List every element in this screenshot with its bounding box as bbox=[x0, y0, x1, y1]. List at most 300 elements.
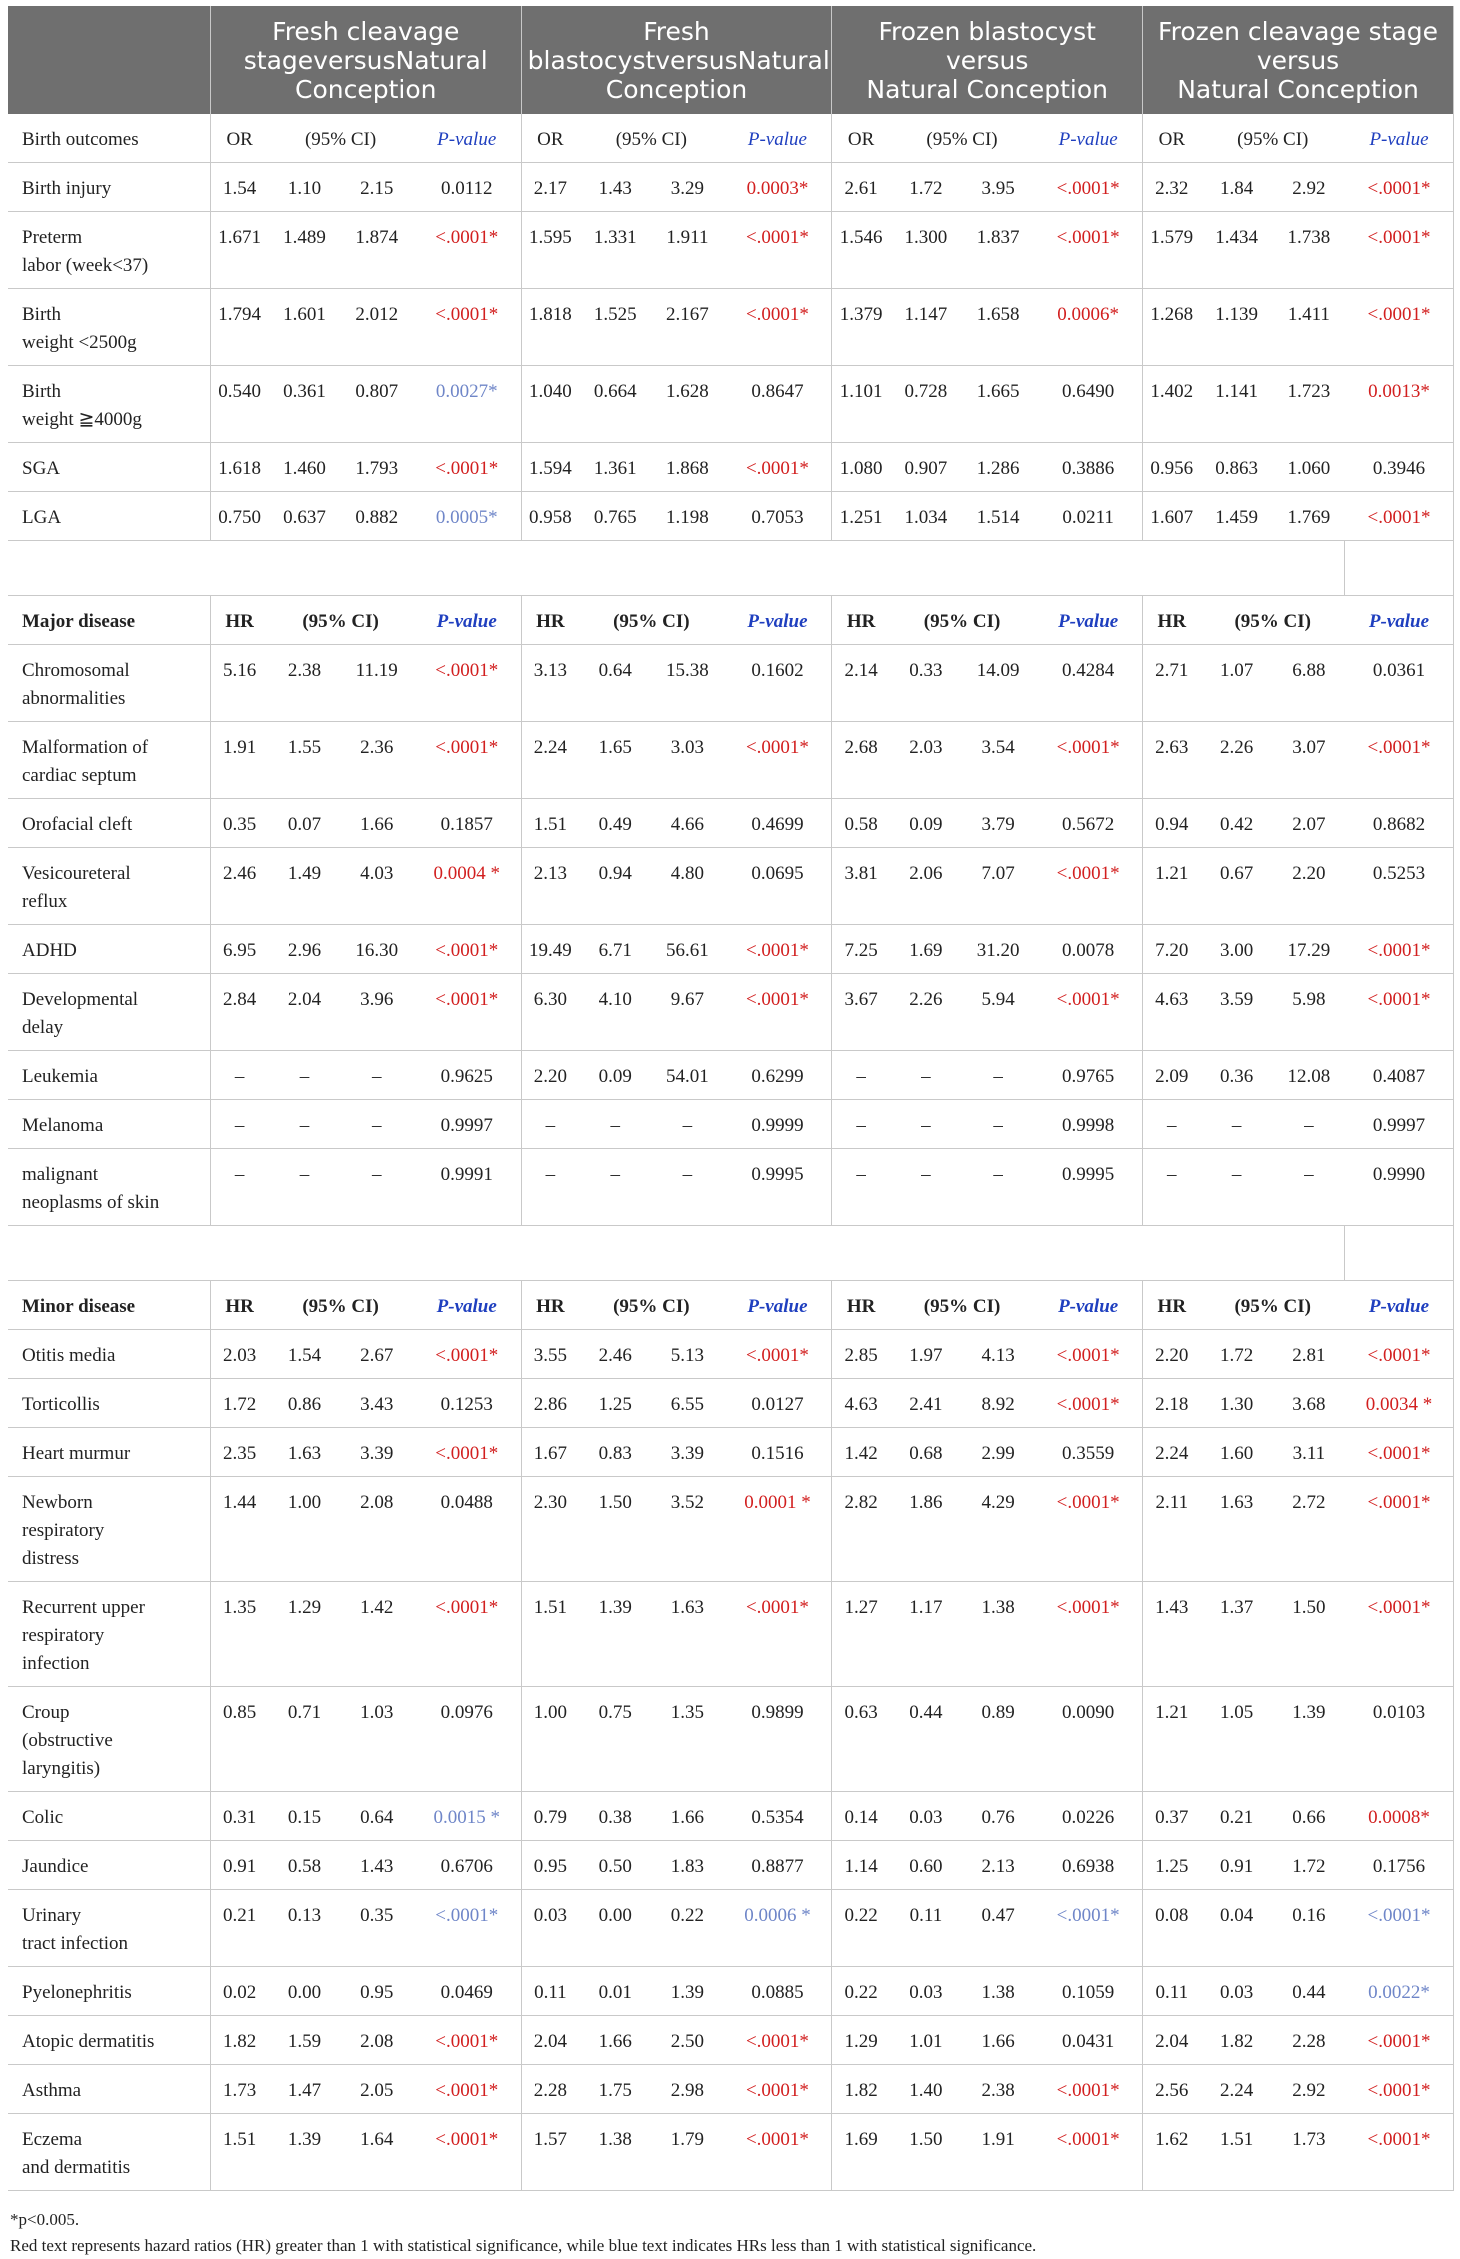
pvalue-cell: <.0001* bbox=[1034, 2114, 1142, 2191]
ci-upper-cell: 56.61 bbox=[651, 925, 723, 974]
ci-upper-cell: 1.66 bbox=[962, 2016, 1034, 2065]
ci-upper-cell: 3.43 bbox=[341, 1379, 413, 1428]
estimate-cell: 2.35 bbox=[210, 1428, 268, 1477]
ci-lower-cell: 1.65 bbox=[579, 722, 651, 799]
ci-lower-cell: 1.300 bbox=[890, 212, 962, 289]
metric-header: HR bbox=[832, 596, 890, 645]
row-label bbox=[8, 645, 210, 722]
pvalue-cell: 0.9991 bbox=[413, 1149, 521, 1226]
ci-upper-cell: 1.38 bbox=[962, 1967, 1034, 2016]
pvalue-cell: <.0001* bbox=[1034, 163, 1142, 212]
pvalue-cell: 0.0976 bbox=[413, 1687, 521, 1792]
estimate-cell: 2.85 bbox=[832, 1330, 890, 1379]
header-line: Natural Conception bbox=[1177, 74, 1419, 104]
row-label-line: abnormalities bbox=[22, 688, 126, 709]
ci-upper-cell: – bbox=[651, 1149, 723, 1226]
estimate-cell: 0.03 bbox=[521, 1890, 579, 1967]
ci-lower-cell: 1.459 bbox=[1201, 492, 1273, 541]
pvalue-cell: 0.0361 bbox=[1345, 645, 1454, 722]
pvalue-cell: <.0001* bbox=[724, 925, 832, 974]
pvalue-cell: 0.3886 bbox=[1034, 443, 1142, 492]
estimate-cell: 1.379 bbox=[832, 289, 890, 366]
ci-lower-cell: – bbox=[890, 1149, 962, 1226]
row-label bbox=[8, 1967, 210, 2016]
pvalue-cell: <.0001* bbox=[724, 2114, 832, 2191]
pvalue-cell: <.0001* bbox=[724, 722, 832, 799]
pvalue-cell: 0.1602 bbox=[724, 645, 832, 722]
row-label-line: malignant bbox=[22, 1164, 98, 1185]
pvalue-header: P-value bbox=[1345, 1281, 1454, 1330]
pvalue-cell: <.0001* bbox=[1345, 212, 1454, 289]
ci-upper-cell: 1.39 bbox=[1273, 1687, 1345, 1792]
pvalue-cell: <.0001* bbox=[1345, 492, 1454, 541]
ci-upper-cell: 1.39 bbox=[651, 1967, 723, 2016]
row-label-line: tract infection bbox=[22, 1933, 129, 1954]
footnote-color-legend: Red text represents hazard ratios (HR) greater than 1 with statistical significance, while blue text indicates HRs less than 1 with statistical significance. bbox=[10, 2236, 1037, 2255]
footnote-significance: *p<0.005. bbox=[10, 2210, 80, 2229]
table-row bbox=[8, 974, 1454, 1051]
pvalue-cell: 0.0078 bbox=[1034, 925, 1142, 974]
ci-lower-cell: 0.765 bbox=[579, 492, 651, 541]
ci-upper-cell: 0.66 bbox=[1273, 1792, 1345, 1841]
ci-upper-cell: 16.30 bbox=[341, 925, 413, 974]
ci-upper-cell: 1.738 bbox=[1273, 212, 1345, 289]
ci-upper-cell: 1.837 bbox=[962, 212, 1034, 289]
pvalue-cell: 0.0488 bbox=[413, 1477, 521, 1582]
estimate-cell: 1.43 bbox=[1143, 1582, 1201, 1687]
metric-header: OR bbox=[210, 114, 268, 163]
ci-lower-cell: 0.36 bbox=[1201, 1051, 1273, 1100]
estimate-cell: 1.040 bbox=[521, 366, 579, 443]
ci-upper-cell: 1.628 bbox=[651, 366, 723, 443]
table-row bbox=[8, 1100, 1454, 1149]
estimate-cell: 1.546 bbox=[832, 212, 890, 289]
pvalue-cell: <.0001* bbox=[1034, 1379, 1142, 1428]
pvalue-cell: 0.0001 * bbox=[724, 1477, 832, 1582]
estimate-cell: 1.00 bbox=[521, 1687, 579, 1792]
estimate-cell: 2.20 bbox=[521, 1051, 579, 1100]
pvalue-cell: 0.1253 bbox=[413, 1379, 521, 1428]
row-label-line: neoplasms of skin bbox=[22, 1192, 160, 1213]
ci-lower-cell: 0.00 bbox=[268, 1967, 340, 2016]
ci-upper-cell: 1.66 bbox=[341, 799, 413, 848]
pvalue-cell: 0.0006 * bbox=[724, 1890, 832, 1967]
estimate-cell: 1.794 bbox=[210, 289, 268, 366]
pvalue-cell: 0.0211 bbox=[1034, 492, 1142, 541]
ci-lower-cell: 1.40 bbox=[890, 2065, 962, 2114]
estimate-cell: 1.21 bbox=[1143, 1687, 1201, 1792]
estimate-cell: 0.95 bbox=[521, 1841, 579, 1890]
estimate-cell: 2.20 bbox=[1143, 1330, 1201, 1379]
row-label-line: Developmental bbox=[22, 989, 139, 1010]
section-header-row bbox=[8, 596, 1454, 645]
section-header-row bbox=[8, 1281, 1454, 1330]
pvalue-cell: 0.1857 bbox=[413, 799, 521, 848]
ci-lower-cell: 1.034 bbox=[890, 492, 962, 541]
ci-lower-cell: 1.29 bbox=[268, 1582, 340, 1687]
estimate-cell: 2.14 bbox=[832, 645, 890, 722]
section-title: Minor disease bbox=[8, 1281, 210, 1330]
ci-lower-cell: 0.907 bbox=[890, 443, 962, 492]
ci-upper-cell: – bbox=[1273, 1149, 1345, 1226]
ci-header: (95% CI) bbox=[1201, 114, 1345, 163]
table-row bbox=[8, 2016, 1454, 2065]
ci-upper-cell: 2.92 bbox=[1273, 2065, 1345, 2114]
table-row bbox=[8, 289, 1454, 366]
section-spacer bbox=[8, 1226, 1454, 1281]
estimate-cell: 0.22 bbox=[832, 1967, 890, 2016]
ci-header: (95% CI) bbox=[579, 596, 723, 645]
pvalue-cell: <.0001* bbox=[413, 2114, 521, 2191]
section-header-row bbox=[8, 114, 1454, 163]
ci-lower-cell: 2.04 bbox=[268, 974, 340, 1051]
metric-header: OR bbox=[521, 114, 579, 163]
ci-upper-cell: 3.68 bbox=[1273, 1379, 1345, 1428]
ci-lower-cell: 2.24 bbox=[1201, 2065, 1273, 2114]
ci-lower-cell: 1.147 bbox=[890, 289, 962, 366]
row-label-line: weight ≧4000g bbox=[22, 409, 142, 430]
ci-lower-cell: 1.30 bbox=[1201, 1379, 1273, 1428]
row-label-line: Recurrent upper bbox=[22, 1597, 145, 1618]
ci-lower-cell: 1.55 bbox=[268, 722, 340, 799]
estimate-cell: 2.04 bbox=[521, 2016, 579, 2065]
row-label bbox=[8, 1477, 210, 1582]
ci-upper-cell: 1.63 bbox=[651, 1582, 723, 1687]
ci-lower-cell: 0.50 bbox=[579, 1841, 651, 1890]
pvalue-cell: 0.9995 bbox=[1034, 1149, 1142, 1226]
ci-lower-cell: 1.51 bbox=[1201, 2114, 1273, 2191]
ci-lower-cell: 1.59 bbox=[268, 2016, 340, 2065]
ci-upper-cell: 0.47 bbox=[962, 1890, 1034, 1967]
row-label-line: and dermatitis bbox=[22, 2157, 131, 2178]
pvalue-cell: <.0001* bbox=[413, 212, 521, 289]
ci-upper-cell: 3.96 bbox=[341, 974, 413, 1051]
pvalue-cell: 0.0006* bbox=[1034, 289, 1142, 366]
ci-upper-cell: 1.411 bbox=[1273, 289, 1345, 366]
ci-lower-cell: 2.26 bbox=[1201, 722, 1273, 799]
pvalue-cell: 0.3946 bbox=[1345, 443, 1454, 492]
pvalue-cell: <.0001* bbox=[1034, 212, 1142, 289]
estimate-cell: 0.63 bbox=[832, 1687, 890, 1792]
ci-upper-cell: 2.15 bbox=[341, 163, 413, 212]
ci-upper-cell: – bbox=[651, 1100, 723, 1149]
estimate-cell: 2.17 bbox=[521, 163, 579, 212]
ci-lower-cell: 1.07 bbox=[1201, 645, 1273, 722]
ci-lower-cell: 0.83 bbox=[579, 1428, 651, 1477]
pvalue-cell: 0.9997 bbox=[1345, 1100, 1454, 1149]
ci-lower-cell: 0.44 bbox=[890, 1687, 962, 1792]
estimate-cell: 0.14 bbox=[832, 1792, 890, 1841]
row-label bbox=[8, 1149, 210, 1226]
ci-upper-cell: 6.55 bbox=[651, 1379, 723, 1428]
pvalue-cell: 0.1059 bbox=[1034, 1967, 1142, 2016]
ci-upper-cell: 2.08 bbox=[341, 2016, 413, 2065]
table-row bbox=[8, 925, 1454, 974]
header-group-fresh-blastocyst bbox=[521, 6, 832, 114]
pvalue-cell: 0.1516 bbox=[724, 1428, 832, 1477]
ci-lower-cell: 1.72 bbox=[1201, 1330, 1273, 1379]
ci-lower-cell: 0.49 bbox=[579, 799, 651, 848]
pvalue-cell: <.0001* bbox=[1034, 1582, 1142, 1687]
pvalue-cell: 0.0004 * bbox=[413, 848, 521, 925]
estimate-cell: 2.61 bbox=[832, 163, 890, 212]
ci-lower-cell: 1.361 bbox=[579, 443, 651, 492]
ci-lower-cell: 0.71 bbox=[268, 1687, 340, 1792]
estimate-cell: 0.21 bbox=[210, 1890, 268, 1967]
row-label bbox=[8, 848, 210, 925]
row-label-line: Croup bbox=[22, 1702, 70, 1723]
spacer-cell bbox=[1345, 541, 1454, 596]
ci-upper-cell: 5.98 bbox=[1273, 974, 1345, 1051]
estimate-cell: 1.594 bbox=[521, 443, 579, 492]
estimate-cell: 0.79 bbox=[521, 1792, 579, 1841]
row-label-line: ADHD bbox=[22, 940, 77, 961]
ci-lower-cell: 6.71 bbox=[579, 925, 651, 974]
estimate-cell: – bbox=[210, 1051, 268, 1100]
section-spacer bbox=[8, 541, 1454, 596]
ci-upper-cell: 1.658 bbox=[962, 289, 1034, 366]
pvalue-cell: <.0001* bbox=[413, 974, 521, 1051]
ci-upper-cell: 3.07 bbox=[1273, 722, 1345, 799]
ci-lower-cell: 0.03 bbox=[890, 1967, 962, 2016]
pvalue-cell: <.0001* bbox=[413, 722, 521, 799]
table-header-row bbox=[8, 6, 1454, 114]
estimate-cell: 1.62 bbox=[1143, 2114, 1201, 2191]
ci-lower-cell: 1.00 bbox=[268, 1477, 340, 1582]
ci-lower-cell: 1.84 bbox=[1201, 163, 1273, 212]
metric-header: HR bbox=[210, 1281, 268, 1330]
pvalue-cell: <.0001* bbox=[724, 2065, 832, 2114]
ci-upper-cell: 1.874 bbox=[341, 212, 413, 289]
ci-upper-cell: – bbox=[341, 1051, 413, 1100]
ci-lower-cell: – bbox=[1201, 1100, 1273, 1149]
row-label bbox=[8, 492, 210, 541]
pvalue-cell: <.0001* bbox=[1034, 1477, 1142, 1582]
estimate-cell: 2.86 bbox=[521, 1379, 579, 1428]
estimate-cell: 0.11 bbox=[521, 1967, 579, 2016]
row-label-line: cardiac septum bbox=[22, 765, 137, 786]
ci-upper-cell: 3.29 bbox=[651, 163, 723, 212]
ci-lower-cell: 1.43 bbox=[579, 163, 651, 212]
ci-upper-cell: 4.29 bbox=[962, 1477, 1034, 1582]
pvalue-header: P-value bbox=[413, 1281, 521, 1330]
ci-lower-cell: 1.39 bbox=[268, 2114, 340, 2191]
estimate-cell: 0.31 bbox=[210, 1792, 268, 1841]
pvalue-cell: 0.8682 bbox=[1345, 799, 1454, 848]
estimate-cell: 7.25 bbox=[832, 925, 890, 974]
pvalue-cell: 0.5672 bbox=[1034, 799, 1142, 848]
table-row bbox=[8, 848, 1454, 925]
row-label bbox=[8, 1841, 210, 1890]
ci-lower-cell: 2.03 bbox=[890, 722, 962, 799]
ci-lower-cell: 1.38 bbox=[579, 2114, 651, 2191]
row-label-line: Orofacial cleft bbox=[22, 814, 133, 835]
ci-lower-cell: 1.37 bbox=[1201, 1582, 1273, 1687]
estimate-cell: 1.14 bbox=[832, 1841, 890, 1890]
pvalue-cell: <.0001* bbox=[1345, 925, 1454, 974]
estimate-cell: 0.02 bbox=[210, 1967, 268, 2016]
ci-upper-cell: 1.286 bbox=[962, 443, 1034, 492]
ci-upper-cell: – bbox=[962, 1149, 1034, 1226]
pvalue-cell: 0.9765 bbox=[1034, 1051, 1142, 1100]
ci-upper-cell: – bbox=[962, 1051, 1034, 1100]
row-label bbox=[8, 1428, 210, 1477]
pvalue-cell: 0.6490 bbox=[1034, 366, 1142, 443]
pvalue-cell: <.0001* bbox=[1345, 2016, 1454, 2065]
ci-lower-cell: 0.11 bbox=[890, 1890, 962, 1967]
pvalue-cell: 0.5253 bbox=[1345, 848, 1454, 925]
pvalue-cell: 0.6299 bbox=[724, 1051, 832, 1100]
estimate-cell: 1.268 bbox=[1143, 289, 1201, 366]
estimate-cell: – bbox=[1143, 1100, 1201, 1149]
ci-header: (95% CI) bbox=[890, 114, 1034, 163]
estimate-cell: 2.63 bbox=[1143, 722, 1201, 799]
pvalue-cell: 0.0103 bbox=[1345, 1687, 1454, 1792]
table-row bbox=[8, 1687, 1454, 1792]
row-label bbox=[8, 163, 210, 212]
ci-upper-cell: 1.64 bbox=[341, 2114, 413, 2191]
spacer-cell bbox=[8, 541, 1345, 596]
section-title: Major disease bbox=[8, 596, 210, 645]
ci-upper-cell: 1.83 bbox=[651, 1841, 723, 1890]
pvalue-cell: 0.9995 bbox=[724, 1149, 832, 1226]
estimate-cell: 1.69 bbox=[832, 2114, 890, 2191]
ci-lower-cell: 1.05 bbox=[1201, 1687, 1273, 1792]
ci-upper-cell: 1.79 bbox=[651, 2114, 723, 2191]
pvalue-cell: 0.4087 bbox=[1345, 1051, 1454, 1100]
ci-lower-cell: 2.46 bbox=[579, 1330, 651, 1379]
ci-upper-cell: 3.52 bbox=[651, 1477, 723, 1582]
estimate-cell: 4.63 bbox=[1143, 974, 1201, 1051]
pvalue-cell: <.0001* bbox=[1345, 722, 1454, 799]
ci-upper-cell: 1.665 bbox=[962, 366, 1034, 443]
pvalue-cell: <.0001* bbox=[413, 1330, 521, 1379]
row-label bbox=[8, 1051, 210, 1100]
ci-header: (95% CI) bbox=[1201, 1281, 1345, 1330]
table-row bbox=[8, 1477, 1454, 1582]
estimate-cell: 1.27 bbox=[832, 1582, 890, 1687]
pvalue-cell: <.0001* bbox=[1345, 974, 1454, 1051]
ci-upper-cell: 2.98 bbox=[651, 2065, 723, 2114]
metric-header: HR bbox=[832, 1281, 890, 1330]
row-label-line: weight <2500g bbox=[22, 332, 137, 353]
row-label-line: reflux bbox=[22, 891, 68, 912]
table-row bbox=[8, 443, 1454, 492]
estimate-cell: 2.68 bbox=[832, 722, 890, 799]
ci-lower-cell: 0.64 bbox=[579, 645, 651, 722]
row-label-line: (obstructive bbox=[22, 1730, 113, 1751]
ci-upper-cell: 2.13 bbox=[962, 1841, 1034, 1890]
pvalue-cell: <.0001* bbox=[1034, 1890, 1142, 1967]
estimate-cell: 0.37 bbox=[1143, 1792, 1201, 1841]
metric-header: HR bbox=[1143, 1281, 1201, 1330]
ci-header: (95% CI) bbox=[890, 596, 1034, 645]
table-row bbox=[8, 1051, 1454, 1100]
ci-lower-cell: 1.489 bbox=[268, 212, 340, 289]
ci-lower-cell: 1.50 bbox=[579, 1477, 651, 1582]
estimate-cell: – bbox=[832, 1051, 890, 1100]
pvalue-cell: <.0001* bbox=[1345, 2065, 1454, 2114]
ci-lower-cell: 0.04 bbox=[1201, 1890, 1273, 1967]
pvalue-cell: 0.7053 bbox=[724, 492, 832, 541]
ci-lower-cell: 1.82 bbox=[1201, 2016, 1273, 2065]
pvalue-cell: <.0001* bbox=[724, 443, 832, 492]
pvalue-cell: 0.0022* bbox=[1345, 1967, 1454, 2016]
pvalue-cell: <.0001* bbox=[724, 974, 832, 1051]
ci-lower-cell: 0.60 bbox=[890, 1841, 962, 1890]
pvalue-cell: <.0001* bbox=[724, 1330, 832, 1379]
estimate-cell: 1.73 bbox=[210, 2065, 268, 2114]
ci-lower-cell: 0.42 bbox=[1201, 799, 1273, 848]
row-label bbox=[8, 1330, 210, 1379]
ci-upper-cell: 3.39 bbox=[341, 1428, 413, 1477]
ci-lower-cell: 0.94 bbox=[579, 848, 651, 925]
ci-lower-cell: 1.460 bbox=[268, 443, 340, 492]
ci-lower-cell: 0.01 bbox=[579, 1967, 651, 2016]
ci-upper-cell: 1.723 bbox=[1273, 366, 1345, 443]
ci-upper-cell: 0.22 bbox=[651, 1890, 723, 1967]
table-row bbox=[8, 1379, 1454, 1428]
pvalue-cell: 0.0695 bbox=[724, 848, 832, 925]
metric-header: HR bbox=[521, 596, 579, 645]
header-line: Frozen cleavage stage bbox=[1158, 16, 1439, 46]
estimate-cell: 0.11 bbox=[1143, 1967, 1201, 2016]
pvalue-cell: 0.0008* bbox=[1345, 1792, 1454, 1841]
ci-lower-cell: 0.15 bbox=[268, 1792, 340, 1841]
pvalue-cell: <.0001* bbox=[413, 645, 521, 722]
estimate-cell: 5.16 bbox=[210, 645, 268, 722]
header-group-fresh-cleavage bbox=[210, 6, 521, 114]
ci-upper-cell: 0.64 bbox=[341, 1792, 413, 1841]
spacer-cell bbox=[1345, 1226, 1454, 1281]
ci-lower-cell: 2.41 bbox=[890, 1379, 962, 1428]
ci-upper-cell: 2.28 bbox=[1273, 2016, 1345, 2065]
pvalue-header: P-value bbox=[724, 1281, 832, 1330]
row-label bbox=[8, 974, 210, 1051]
row-label bbox=[8, 1792, 210, 1841]
pvalue-cell: 0.4699 bbox=[724, 799, 832, 848]
header-line: Natural Conception bbox=[866, 74, 1109, 104]
estimate-cell: 0.08 bbox=[1143, 1890, 1201, 1967]
row-label bbox=[8, 1582, 210, 1687]
ci-lower-cell: 4.10 bbox=[579, 974, 651, 1051]
ci-upper-cell: 2.012 bbox=[341, 289, 413, 366]
estimate-cell: 0.94 bbox=[1143, 799, 1201, 848]
ci-header: (95% CI) bbox=[1201, 596, 1345, 645]
ci-upper-cell: 5.13 bbox=[651, 1330, 723, 1379]
pvalue-cell: 0.0090 bbox=[1034, 1687, 1142, 1792]
pvalue-cell: <.0001* bbox=[1345, 289, 1454, 366]
row-label bbox=[8, 443, 210, 492]
ci-upper-cell: 11.19 bbox=[341, 645, 413, 722]
pvalue-cell: <.0001* bbox=[1345, 1330, 1454, 1379]
ci-lower-cell: 0.07 bbox=[268, 799, 340, 848]
pvalue-cell: 0.3559 bbox=[1034, 1428, 1142, 1477]
ci-lower-cell: 0.361 bbox=[268, 366, 340, 443]
pvalue-cell: <.0001* bbox=[413, 2065, 521, 2114]
ci-upper-cell: 0.44 bbox=[1273, 1967, 1345, 2016]
ci-lower-cell: 0.21 bbox=[1201, 1792, 1273, 1841]
estimate-cell: 1.29 bbox=[832, 2016, 890, 2065]
pvalue-cell: <.0001* bbox=[724, 1582, 832, 1687]
ci-upper-cell: 2.05 bbox=[341, 2065, 413, 2114]
ci-lower-cell: – bbox=[268, 1100, 340, 1149]
ci-lower-cell: 0.75 bbox=[579, 1687, 651, 1792]
table-row bbox=[8, 1890, 1454, 1967]
ci-lower-cell: 0.91 bbox=[1201, 1841, 1273, 1890]
ci-upper-cell: 1.73 bbox=[1273, 2114, 1345, 2191]
table-row bbox=[8, 799, 1454, 848]
